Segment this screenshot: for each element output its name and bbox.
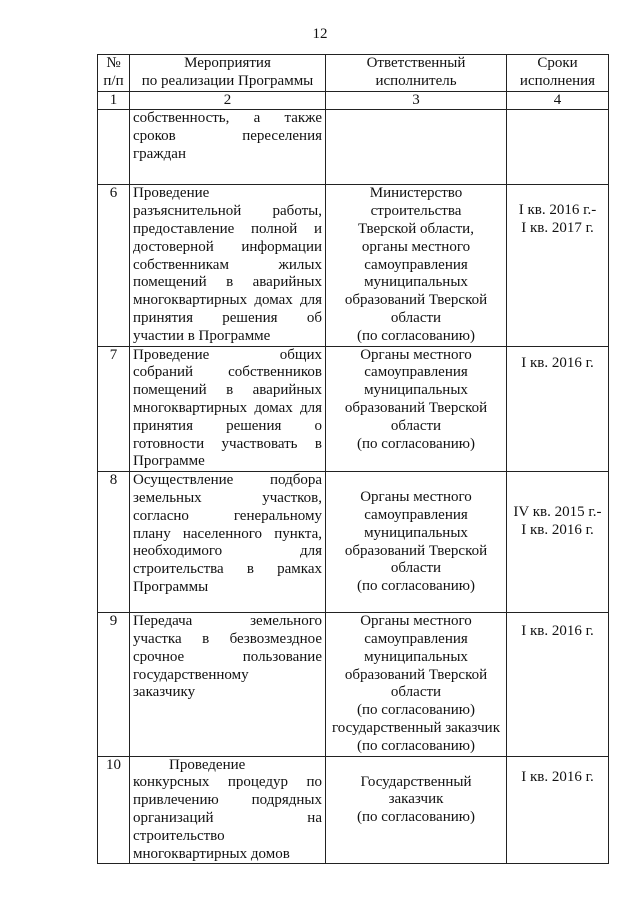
execution-term <box>507 756 609 864</box>
column-index: 4 <box>507 91 609 110</box>
program-activities-table <box>97 54 609 864</box>
activity-description-line: Проведение <box>169 756 246 773</box>
responsible-executor-line: (по согласованию) <box>357 702 475 719</box>
responsible-executor-line: самоуправления <box>364 630 468 647</box>
activity-description-line: конкурсных процедур по <box>133 774 322 791</box>
responsible-executor-line: (по согласованию) <box>357 809 475 826</box>
responsible-executor-line: (по согласованию) <box>357 327 475 344</box>
activity-description-line: согласно генеральному <box>133 507 322 524</box>
header-responsible-line: исполнитель <box>375 72 457 89</box>
column-index: 2 <box>130 91 326 110</box>
execution-term <box>507 472 609 613</box>
activity-description-line: Программы <box>133 578 209 595</box>
activity-description-line: привлечению подрядных <box>133 792 322 809</box>
table-row <box>98 472 609 613</box>
activity-description-line: принятия решения о <box>133 417 322 434</box>
header-terms-line: исполнения <box>519 72 596 89</box>
responsible-executor-line: самоуправления <box>364 256 468 273</box>
activity-description-line: собственникам жилых <box>133 256 322 273</box>
activity-description-line: необходимого для <box>133 543 322 560</box>
execution-term-line: I кв. 2016 г. <box>521 768 594 785</box>
responsible-executor-line: строительства <box>370 203 462 220</box>
activity-description-line: многоквартирных домов <box>133 845 290 862</box>
header-responsible <box>326 55 507 92</box>
header-activities <box>130 55 326 92</box>
activity-description-line: предоставление полной и <box>133 220 322 237</box>
activity-description-line: государственному <box>133 666 249 683</box>
page-number: 12 <box>312 26 328 42</box>
activity-description-line: многоквартирных домах для <box>133 292 322 309</box>
activity-description-line: Передача земельного <box>133 613 322 630</box>
activity-description-line: организаций на <box>133 809 322 826</box>
activity-description-line: участии в Программе <box>133 327 271 344</box>
execution-term-line: I кв. 2016 г. <box>521 521 594 538</box>
header-activities-line: по реализации Программы <box>141 72 314 89</box>
activity-description <box>130 613 326 756</box>
responsible-executor <box>326 185 507 346</box>
responsible-executor-line: государственный заказчик <box>331 719 501 736</box>
activity-description-line: Проведение общих <box>133 346 322 363</box>
activity-description-line: собственность, а также <box>133 110 322 127</box>
responsible-executor <box>326 110 507 185</box>
execution-term <box>507 185 609 346</box>
execution-term-line: I кв. 2017 г. <box>521 220 594 237</box>
activity-description-line: заказчику <box>133 684 196 701</box>
activity-description-line: земельных участков, <box>133 489 322 506</box>
activity-description-line: помещений в аварийных <box>133 382 322 399</box>
responsible-executor-line: Министерство <box>369 185 463 202</box>
table-row <box>98 756 609 864</box>
row-number: 9 <box>98 613 130 756</box>
responsible-executor <box>326 613 507 756</box>
activity-description-line: строительство <box>133 827 225 844</box>
responsible-executor-line: органы местного <box>361 238 471 255</box>
activity-description <box>130 346 326 472</box>
responsible-executor <box>326 472 507 613</box>
table-row <box>98 613 609 756</box>
activity-description-line: Программе <box>133 453 205 470</box>
activity-description-line: граждан <box>133 145 186 162</box>
activity-description-line: Проведение <box>133 185 210 202</box>
execution-term <box>507 346 609 472</box>
responsible-executor <box>326 756 507 864</box>
responsible-executor-line: Тверской области, <box>358 220 474 237</box>
activity-description-line: плану населенного пункта, <box>133 525 322 542</box>
activity-description-line: участка в безвозмездное <box>133 630 322 647</box>
header-responsible-line: Ответственный <box>366 55 466 71</box>
row-number: 10 <box>98 756 130 864</box>
activity-description-line: собраний собственников <box>133 364 322 381</box>
activity-description-line: принятия решения об <box>133 309 322 326</box>
responsible-executor-line: (по согласованию) <box>357 737 475 754</box>
row-number: 6 <box>98 185 130 346</box>
execution-term <box>507 613 609 756</box>
responsible-executor-line: Государственный <box>360 773 472 790</box>
header-number <box>98 55 130 92</box>
activity-description-line: сроков переселения <box>133 128 322 145</box>
responsible-executor-line: Органы местного <box>360 613 472 630</box>
header-terms <box>507 55 609 92</box>
activity-description-line: многоквартирных домах для <box>133 399 322 416</box>
activity-description-line: срочное пользование <box>133 648 322 665</box>
column-index: 3 <box>326 91 507 110</box>
header-number-line: № <box>106 55 121 71</box>
responsible-executor-line: области <box>390 417 442 434</box>
responsible-executor-line: области <box>390 560 442 577</box>
responsible-executor-line: муниципальных <box>364 648 468 665</box>
execution-term-line: I кв. 2016 г. <box>521 354 594 371</box>
row-number: 8 <box>98 472 130 613</box>
activity-description-line: достоверной информации <box>133 238 322 255</box>
header-terms-line: Сроки <box>537 55 578 71</box>
responsible-executor-line: области <box>390 309 442 326</box>
responsible-executor-line: Органы местного <box>360 346 472 363</box>
responsible-executor-line: заказчик <box>388 791 444 808</box>
activity-description <box>130 185 326 346</box>
responsible-executor-line: муниципальных <box>364 274 468 291</box>
responsible-executor-line: образований Тверской <box>344 666 488 683</box>
activity-description <box>130 472 326 613</box>
responsible-executor-line: самоуправления <box>364 364 468 381</box>
row-number: 7 <box>98 346 130 472</box>
responsible-executor-line: образований Тверской <box>344 542 488 559</box>
responsible-executor-line: (по согласованию) <box>357 578 475 595</box>
column-index-row <box>98 91 609 110</box>
responsible-executor-line: области <box>390 684 442 701</box>
responsible-executor-line: (по согласованию) <box>357 435 475 452</box>
activity-description-line: помещений в аварийных <box>133 274 322 291</box>
activity-description <box>130 110 326 185</box>
header-number-line: п/п <box>103 72 124 89</box>
responsible-executor-line: образований Тверской <box>344 292 488 309</box>
responsible-executor-line: самоуправления <box>364 506 468 523</box>
table-header-row <box>98 55 609 92</box>
column-index: 1 <box>98 91 130 110</box>
execution-term-line: I кв. 2016 г.- <box>518 202 597 219</box>
row-number <box>98 110 130 185</box>
execution-term-line: IV кв. 2015 г.- <box>513 504 602 521</box>
execution-term-line: I кв. 2016 г. <box>521 623 594 640</box>
execution-term <box>507 110 609 185</box>
table-row <box>98 110 609 185</box>
activity-description-line: Осуществление подбора <box>133 472 322 489</box>
responsible-executor-line: муниципальных <box>364 524 468 541</box>
responsible-executor-line: муниципальных <box>364 382 468 399</box>
activity-description <box>130 756 326 864</box>
responsible-executor-line: Органы местного <box>360 489 472 506</box>
responsible-executor <box>326 346 507 472</box>
table-row <box>98 185 609 346</box>
activity-description-line: готовности участвовать в <box>133 435 322 452</box>
responsible-executor-line: образований Тверской <box>344 399 488 416</box>
activity-description-line: строительства в рамках <box>133 561 322 578</box>
table-row <box>98 346 609 472</box>
header-activities-line: Мероприятия <box>184 55 271 71</box>
activity-description-line: разъяснительной работы, <box>133 203 322 220</box>
